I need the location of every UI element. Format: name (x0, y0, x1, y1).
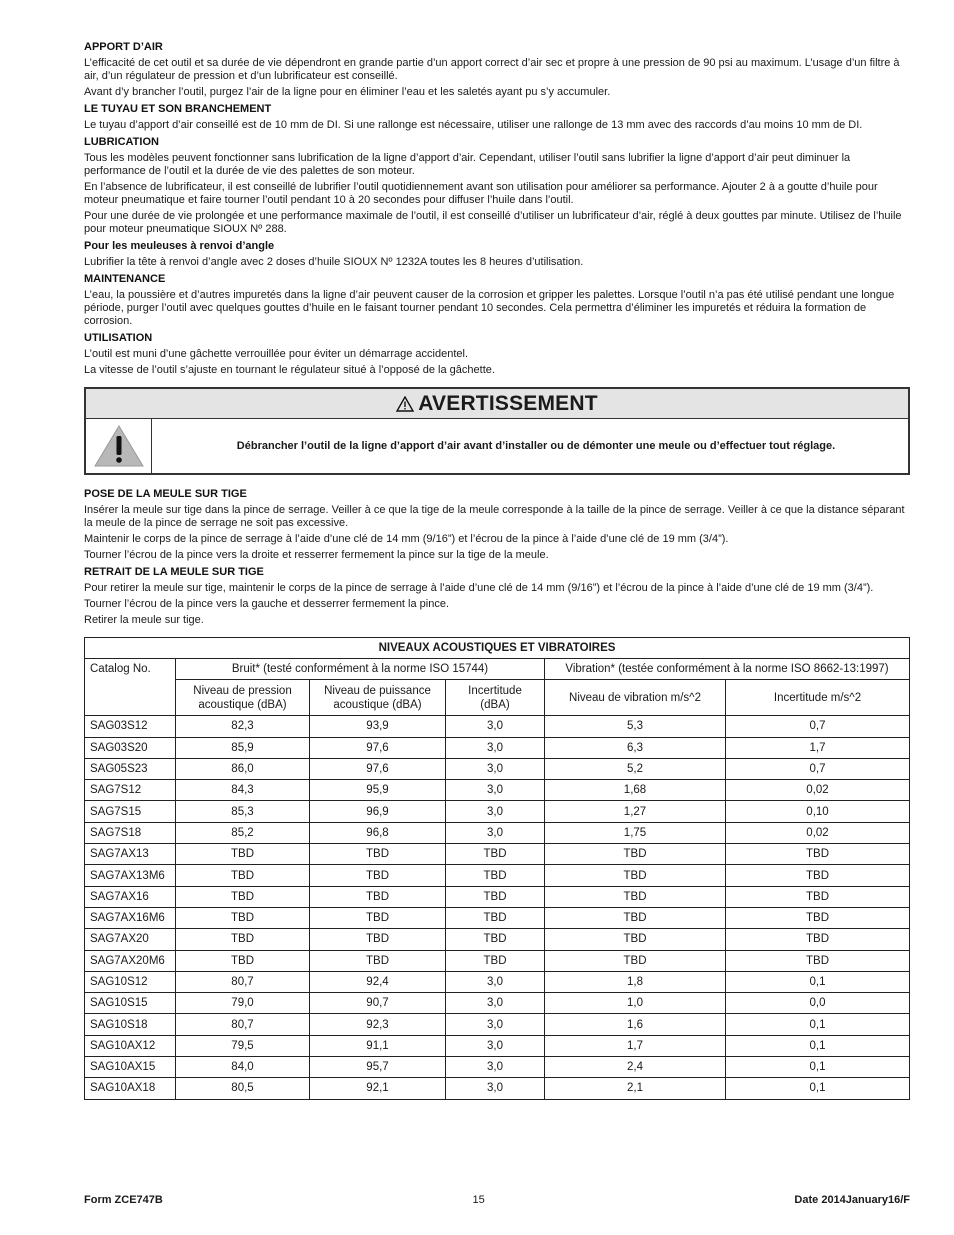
value-cell: 80,7 (176, 1014, 310, 1035)
catalog-cell: SAG7AX13 (85, 844, 176, 865)
section-paragraph: Tourner l’écrou de la pince vers la gauche et desserrer fermement la pince. (84, 598, 450, 610)
value-cell: 1,75 (545, 822, 726, 843)
value-cell: 96,8 (310, 822, 446, 843)
exclamation-triangle-icon (93, 424, 145, 468)
section-paragraph: Insérer la meule sur tige dans la pince de serrage. Veiller à ce que la tige de la meule corresponde à la taille de la pince de serrage. Veiller à ce que la distance séparant la meule de la pince de serrage ne soit pas excessive. (84, 504, 905, 529)
value-cell: TBD (310, 950, 446, 971)
table-row (85, 801, 910, 822)
catalog-cell: SAG7S15 (85, 801, 176, 822)
value-cell: TBD (176, 907, 310, 928)
table-row (85, 1078, 910, 1099)
value-cell: 1,68 (545, 780, 726, 801)
value-cell: 0,1 (726, 1035, 910, 1056)
table-row (85, 758, 910, 779)
catalog-header: Catalog No. (85, 659, 176, 716)
value-cell: 95,9 (310, 780, 446, 801)
table-row (85, 950, 910, 971)
page-number: 15 (472, 1194, 485, 1206)
value-cell: TBD (726, 950, 910, 971)
catalog-cell: SAG03S12 (85, 716, 176, 737)
value-cell: 0,1 (726, 1078, 910, 1099)
value-cell: 3,0 (446, 993, 545, 1014)
catalog-cell: SAG7AX13M6 (85, 865, 176, 886)
value-cell: TBD (545, 907, 726, 928)
value-cell: 3,0 (446, 1057, 545, 1078)
section-title: Pour les meuleuses à renvoi d’angle (84, 240, 275, 252)
value-cell: TBD (726, 865, 910, 886)
section-paragraph: Pour retirer la meule sur tige, maintenir le corps de la pince de serrage à l’aide d’une clé de 14 mm (9/16”) et l’écrou de la pince à l’aide d’une clé de 19 mm (3/4”). (84, 582, 874, 594)
value-cell: 1,0 (545, 993, 726, 1014)
table-body (85, 716, 910, 1099)
value-cell: TBD (310, 907, 446, 928)
value-cell: 0,02 (726, 780, 910, 801)
value-cell: 80,7 (176, 971, 310, 992)
table-row (85, 993, 910, 1014)
section (84, 331, 910, 377)
value-cell: TBD (446, 907, 545, 928)
warning-header (86, 389, 908, 419)
value-cell: 0,1 (726, 971, 910, 992)
table-row (85, 886, 910, 907)
value-cell: 97,6 (310, 758, 446, 779)
table-row (85, 737, 910, 758)
catalog-cell: SAG7S12 (85, 780, 176, 801)
value-cell: 80,5 (176, 1078, 310, 1099)
value-cell: 92,4 (310, 971, 446, 992)
footer-date: Date 2014January16/F (794, 1194, 910, 1206)
value-cell: TBD (545, 886, 726, 907)
value-cell: 3,0 (446, 822, 545, 843)
table-row (85, 907, 910, 928)
value-cell: 86,0 (176, 758, 310, 779)
value-cell: 3,0 (446, 971, 545, 992)
section (84, 487, 910, 562)
value-cell: 1,8 (545, 971, 726, 992)
value-cell: TBD (726, 844, 910, 865)
value-cell: 96,9 (310, 801, 446, 822)
sub-header: Niveau de vibration m/s^2 (545, 680, 726, 716)
sub-header: Niveau de pression acoustique (dBA) (176, 680, 310, 716)
page-content (84, 40, 910, 1100)
value-cell: TBD (310, 929, 446, 950)
table-row (85, 865, 910, 886)
noise-vibration-table (84, 637, 910, 1100)
section-paragraph: Le tuyau d’apport d’air conseillé est de 10 mm de DI. Si une rallonge est nécessaire, utiliser une rallonge de 13 mm avec des raccords d’au moins 10 mm de DI. (84, 119, 863, 131)
value-cell: 92,3 (310, 1014, 446, 1035)
value-cell: TBD (176, 886, 310, 907)
section-paragraph: Tous les modèles peuvent fonctionner sans lubrification de la ligne d’apport d’air. Cependant, utiliser l’outil sans lubrifier la ligne d’apport d’air peut diminuer la performance de l’outil et la durée de vie des palettes de son moteur. (84, 152, 851, 177)
section-title: APPORT D’AIR (84, 41, 163, 53)
value-cell: TBD (446, 950, 545, 971)
form-number: Form ZCE747B (84, 1194, 163, 1206)
catalog-cell: SAG10S15 (85, 993, 176, 1014)
value-cell: TBD (726, 929, 910, 950)
value-cell: 3,0 (446, 801, 545, 822)
value-cell: TBD (176, 844, 310, 865)
section (84, 272, 910, 328)
warning-title: AVERTISSEMENT (418, 391, 598, 415)
value-cell: 92,1 (310, 1078, 446, 1099)
value-cell: 0,10 (726, 801, 910, 822)
page-footer (84, 1194, 910, 1206)
catalog-cell: SAG7AX20M6 (85, 950, 176, 971)
value-cell: 0,02 (726, 822, 910, 843)
section (84, 40, 910, 99)
value-cell: TBD (310, 886, 446, 907)
value-cell: 1,7 (545, 1035, 726, 1056)
section-paragraph: Avant d’y brancher l’outil, purgez l’air de la ligne pour en éliminer l’eau et les saletés ayant pu s’y accumuler. (84, 86, 611, 98)
table-row (85, 971, 910, 992)
warning-triangle-icon (396, 396, 414, 412)
sections-top (84, 40, 910, 377)
sub-header: Niveau de puissance acoustique (dBA) (310, 680, 446, 716)
table-row (85, 1035, 910, 1056)
warning-icon-cell (86, 419, 152, 473)
section-paragraph: L’eau, la poussière et d’autres impuretés dans la ligne d’air peuvent causer de la corrosion et gripper les palettes. Lorsque l’outil n’a pas été utilisé pendant une longue période, purger l’outil avec quelques gouttes d’huile en le faisant tourner pendant 10 secondes. Cela permettra d’éliminer les impuretés et réduira la formation de corrosion. (84, 289, 895, 327)
value-cell: 3,0 (446, 1014, 545, 1035)
catalog-cell: SAG05S23 (85, 758, 176, 779)
value-cell: TBD (446, 929, 545, 950)
value-cell: 82,3 (176, 716, 310, 737)
catalog-cell: SAG10AX18 (85, 1078, 176, 1099)
value-cell: 3,0 (446, 1078, 545, 1099)
sub-header: Incertitude (dBA) (446, 680, 545, 716)
value-cell: TBD (310, 844, 446, 865)
value-cell: 5,2 (545, 758, 726, 779)
value-cell: TBD (545, 929, 726, 950)
value-cell: 85,3 (176, 801, 310, 822)
value-cell: 1,6 (545, 1014, 726, 1035)
sub-header: Incertitude m/s^2 (726, 680, 910, 716)
value-cell: 84,3 (176, 780, 310, 801)
value-cell: 93,9 (310, 716, 446, 737)
value-cell: 85,2 (176, 822, 310, 843)
value-cell: TBD (545, 844, 726, 865)
value-cell: TBD (726, 886, 910, 907)
section (84, 239, 910, 269)
value-cell: TBD (545, 950, 726, 971)
table-row (85, 822, 910, 843)
catalog-cell: SAG10AX12 (85, 1035, 176, 1056)
value-cell: TBD (176, 950, 310, 971)
value-cell: 0,1 (726, 1057, 910, 1078)
value-cell: TBD (176, 929, 310, 950)
value-cell: TBD (176, 865, 310, 886)
table-row (85, 844, 910, 865)
warning-text: Débrancher l’outil de la ligne d’apport d’air avant d’installer ou de démonter une meule ou d’effectuer tout réglage. (236, 440, 836, 452)
section-paragraph: Retirer la meule sur tige. (84, 614, 204, 626)
catalog-cell: SAG10S12 (85, 971, 176, 992)
value-cell: 0,7 (726, 758, 910, 779)
value-cell: TBD (310, 865, 446, 886)
value-cell: 3,0 (446, 737, 545, 758)
value-cell: 3,0 (446, 758, 545, 779)
section-paragraph: L’outil est muni d’une gâchette verrouillée pour éviter un démarrage accidentel. (84, 348, 469, 360)
value-cell: 5,3 (545, 716, 726, 737)
section-paragraph: Tourner l’écrou de la pince vers la droite et resserrer fermement la pince sur la tige de la meule. (84, 549, 549, 561)
section-paragraph: La vitesse de l’outil s’ajuste en tournant le régulateur situé à l’opposé de la gâchette. (84, 364, 495, 376)
section-title: RETRAIT DE LA MEULE SUR TIGE (84, 566, 264, 578)
value-cell: 97,6 (310, 737, 446, 758)
value-cell: 2,1 (545, 1078, 726, 1099)
sections-bottom (84, 487, 910, 627)
table-row (85, 929, 910, 950)
table-row (85, 1057, 910, 1078)
section-paragraph: En l’absence de lubrificateur, il est conseillé de lubrifier l’outil quotidiennement avant son utilisation pour améliorer sa performance. Ajouter 2 à a goutte d’huile pour moteur pneumatique et faire tourner l’outil pendant 10 à 20 secondes pour diffuser l’huile dans l’outil. (84, 181, 878, 206)
catalog-cell: SAG7AX16M6 (85, 907, 176, 928)
value-cell: 1,7 (726, 737, 910, 758)
catalog-cell: SAG03S20 (85, 737, 176, 758)
section (84, 565, 910, 627)
value-cell: 91,1 (310, 1035, 446, 1056)
value-cell: TBD (726, 907, 910, 928)
value-cell: 0,7 (726, 716, 910, 737)
value-cell: 85,9 (176, 737, 310, 758)
value-cell: 79,0 (176, 993, 310, 1014)
value-cell: 3,0 (446, 1035, 545, 1056)
value-cell: 6,3 (545, 737, 726, 758)
value-cell: 90,7 (310, 993, 446, 1014)
noise-header: Bruit* (testé conformément à la norme ISO 15744) (176, 659, 545, 680)
value-cell: 79,5 (176, 1035, 310, 1056)
section-title: UTILISATION (84, 332, 153, 344)
section-paragraph: Lubrifier la tête à renvoi d’angle avec 2 doses d’huile SIOUX Nº 1232A toutes les 8 heures d’utilisation. (84, 256, 584, 268)
vibration-header: Vibration* (testée conformément à la norme ISO 8662-13:1997) (545, 659, 910, 680)
catalog-cell: SAG7AX16 (85, 886, 176, 907)
catalog-cell: SAG7AX20 (85, 929, 176, 950)
value-cell: TBD (545, 865, 726, 886)
section (84, 135, 910, 236)
section-paragraph: Maintenir le corps de la pince de serrage à l’aide d’une clé de 14 mm (9/16”) et l’écrou de la pince à l’aide d’une clé de 19 mm (3/4”). (84, 533, 729, 545)
value-cell: TBD (446, 865, 545, 886)
catalog-cell: SAG10AX15 (85, 1057, 176, 1078)
value-cell: 2,4 (545, 1057, 726, 1078)
table-row (85, 716, 910, 737)
section-paragraph: L’efficacité de cet outil et sa durée de vie dépendront en grande partie d’un apport correct d’air sec et propre à une pression de 90 psi au maximum. L’usage d’un filtre à air, d’un régulateur de pression et d’un lubrificateur est conseillé. (84, 57, 900, 82)
section-title: MAINTENANCE (84, 273, 166, 285)
value-cell: 95,7 (310, 1057, 446, 1078)
section-title: LE TUYAU ET SON BRANCHEMENT (84, 103, 272, 115)
value-cell: 84,0 (176, 1057, 310, 1078)
catalog-cell: SAG10S18 (85, 1014, 176, 1035)
value-cell: 0,0 (726, 993, 910, 1014)
table-row (85, 1014, 910, 1035)
section-title: LUBRICATION (84, 136, 159, 148)
value-cell: 3,0 (446, 780, 545, 801)
section-paragraph: Pour une durée de vie prolongée et une performance maximale de l’outil, il est conseillé d’utiliser un lubrificateur d’air, réglé à deux gouttes par minute. Utilisez de l’huile pour moteur pneumatique SIOUX Nº 288. (84, 210, 902, 235)
table-row (85, 780, 910, 801)
value-cell: 0,1 (726, 1014, 910, 1035)
section (84, 102, 910, 132)
warning-box (84, 387, 910, 475)
value-cell: 3,0 (446, 716, 545, 737)
section-title: POSE DE LA MEULE SUR TIGE (84, 488, 247, 500)
value-cell: TBD (446, 886, 545, 907)
table-title: NIVEAUX ACOUSTIQUES ET VIBRATOIRES (85, 638, 910, 659)
value-cell: 1,27 (545, 801, 726, 822)
value-cell: TBD (446, 844, 545, 865)
catalog-cell: SAG7S18 (85, 822, 176, 843)
